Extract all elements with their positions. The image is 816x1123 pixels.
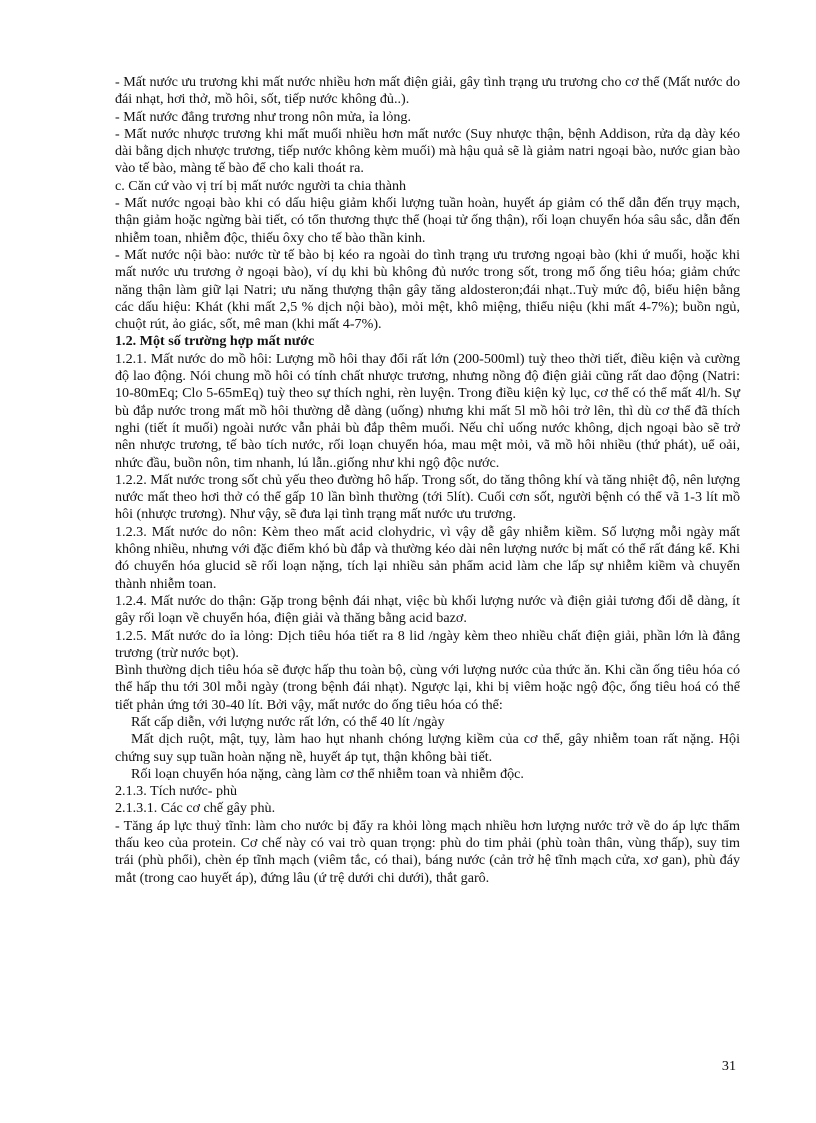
paragraph: c. Căn cứ vào vị trí bị mất nước người ta chia thành — [115, 177, 407, 194]
paragraph: 2.1.3.1. Các cơ chế gây phù. — [115, 800, 276, 817]
document-page — [115, 74, 740, 887]
paragraph: 1.2.3. Mất nước do nôn: Kèm theo mất acid clohydric, vì vậy dễ gây nhiễm kiềm. Số lượng mỗi ngày mất không nhiều, nhưng với đặc điểm khó bù đắp và thường kéo dài nên lượng nước bị mất có thể rất đáng kể. Khi đó chuyển hóa glucid sẽ rối loạn nặng, tích lại nhiều sản phẩm acid làm che lấp sự nhiễm kiềm và chuyển thành nhiễm toan. — [115, 523, 740, 592]
paragraph: Bình thường dịch tiêu hóa sẽ được hấp thu toàn bộ, cùng với lượng nước của thức ăn. Khi cần ống tiêu hóa có thể hấp thu tới 30l mỗi ngày (trong bệnh đái nhạt). Ngược lại, khi bị viêm hoặc ngộ độc, ống tiêu hoá có thể tiết phản ứng tới 30-40 lít. Bởi vậy, mất nước do ống tiêu hóa có thể: — [115, 662, 740, 713]
page-number: 31 — [721, 1058, 736, 1074]
paragraph: 1.2.2. Mất nước trong sốt chủ yếu theo đường hô hấp. Trong sốt, do tăng thông khí và tăng nhiệt độ, nên lượng nước mất theo hơi thở có thể gấp 10 lần bình thường (tới 5lít). Cuối cơn sốt, người bệnh có thể vã 1-3 lít mồ hôi (nhược trương). Như vậy, sẽ đưa lại tình trạng mất nước ưu trương. — [115, 471, 740, 523]
section-heading: 1.2. Một số trường hợp mất nước — [115, 333, 315, 350]
paragraph: 1.2.5. Mất nước do ỉa lỏng: Dịch tiêu hóa tiết ra 8 lid /ngày kèm theo nhiều chất điện giải, phần lớn là đẳng trương (trừ nước bọt). — [115, 627, 740, 661]
paragraph: Rối loạn chuyển hóa nặng, càng làm cơ thể nhiễm toan và nhiễm độc. — [131, 765, 524, 782]
paragraph: 1.2.1. Mất nước do mồ hôi: Lượng mồ hôi thay đổi rất lớn (200-500ml) tuỳ theo thời tiết, điều kiện và cường độ lao động. Nói chung mồ hôi có tính chất nhược trương, nhưng nồng độ điện giải cũng rất dao động (Natri: 10-80mEq; Clo 5-65mEq) tuỳ theo sự thích nghi, rèn luyện. Trong điều kiện kỷ lục, cơ thể có thể mất 4l/h. Sự bù đắp nước trong mất mồ hôi thường dễ dàng (uống) nhưng khi mất 5l mồ hôi trở lên, thì dù cơ thể đã thích nghi (tiết ít muối) ngoài nước vẫn phải bù đắp thêm muối. Nếu chỉ uống nước không, dịch ngoại bào sẽ trở nên nhược trương, tế bào tích nước, rối loạn chuyển hóa, mau mệt mỏi, vã mồ hôi nhiều (thứ phát), uể oải, nhức đầu, buồn nôn, tim nhanh, lú lẫn..giống như khi ngộ độc nước. — [115, 350, 740, 471]
paragraph: - Mất nước nhược trương khi mất muối nhiều hơn mất nước (Suy nhược thận, bệnh Addison, rửa dạ dày kéo dài bằng dịch nhược trương, tiếp nước không kèm muối) mà hậu quả sẽ là giảm natri ngoại bào, nước gian bào vào tế bào, màng tế bào để cho kali thoát ra. — [115, 125, 740, 177]
paragraph: - Mất nước đẳng trương như trong nôn mửa, ỉa lỏng. — [115, 108, 411, 125]
paragraph: - Mất nước ngoại bào khi có dấu hiệu giảm khối lượng tuần hoàn, huyết áp giảm có thể dẫn đến trụy mạch, thận giảm hoặc ngừng bài tiết, có tổn thương thực thể (hoại tử ống thận), rối loạn chuyển hóa sâu sắc, dẫn đến nhiễm toan, nhiễm độc, thiếu ôxy cho tế bào thần kinh. — [115, 195, 740, 246]
paragraph: - Mất nước nội bào: nước từ tế bào bị kéo ra ngoài do tình trạng ưu trương ngoại bào (khi ứ muối, hoặc khi mất nước ưu trương ở ngoại bào), ví dụ khi bù không đủ nước trong sốt, trong mổ ống tiêu hóa; giảm chức năng thận làm giữ lại Natri; ưu năng thượng thận gây tăng aldosteron;đái nhạt..Tuỳ mức độ, biểu hiện bằng các dấu hiệu: Khát (khi mất 2,5 % dịch nội bào), mỏi mệt, khô miệng, thiểu niệu (khi mất 4-7%); buồn ngủ, chuột rút, ảo giác, sốt, mê man (khi mất 4-7%). — [115, 246, 740, 333]
paragraph: - Mất nước ưu trương khi mất nước nhiều hơn mất điện giải, gây tình trạng ưu trương cho cơ thể (Mất nước do đái nhạt, hơi thở, mồ hôi, sốt, tiếp nước không đủ..). — [115, 74, 740, 108]
paragraph: - Tăng áp lực thuỷ tĩnh: làm cho nước bị đẩy ra khỏi lòng mạch nhiều hơn lượng nước trở về do áp lực thẩm thấu keo của protein. Cơ chế này có vai trò quan trọng: phù do tim phải (phù toàn thân, vùng thấp), suy tim trái (phù phổi), chèn ép tĩnh mạch (viêm tắc, có thai), báng nước (cản trở hệ tĩnh mạch cửa, xơ gan), phù đáy mắt (trong cao huyết áp), đứng lâu (ứ trệ dưới chi dưới), thắt garô. — [115, 817, 740, 886]
paragraph: Mất dịch ruột, mật, tụy, làm hao hụt nhanh chóng lượng kiềm của cơ thể, gây nhiễm toan rất nặng. Hội chứng suy sụp tuần hoàn nặng nề, huyết áp tụt, thận không bài tiết. — [115, 731, 740, 765]
paragraph: 1.2.4. Mất nước do thận: Gặp trong bệnh đái nhạt, việc bù khối lượng nước và điện giải tương đối dễ dàng, ít gây rối loạn về chuyển hóa, điện giải và thăng bằng acid bazơ. — [115, 592, 740, 627]
paragraph: Rất cấp diễn, với lượng nước rất lớn, có thể 40 lít /ngày — [131, 713, 445, 730]
paragraph: 2.1.3. Tích nước- phù — [115, 783, 238, 800]
